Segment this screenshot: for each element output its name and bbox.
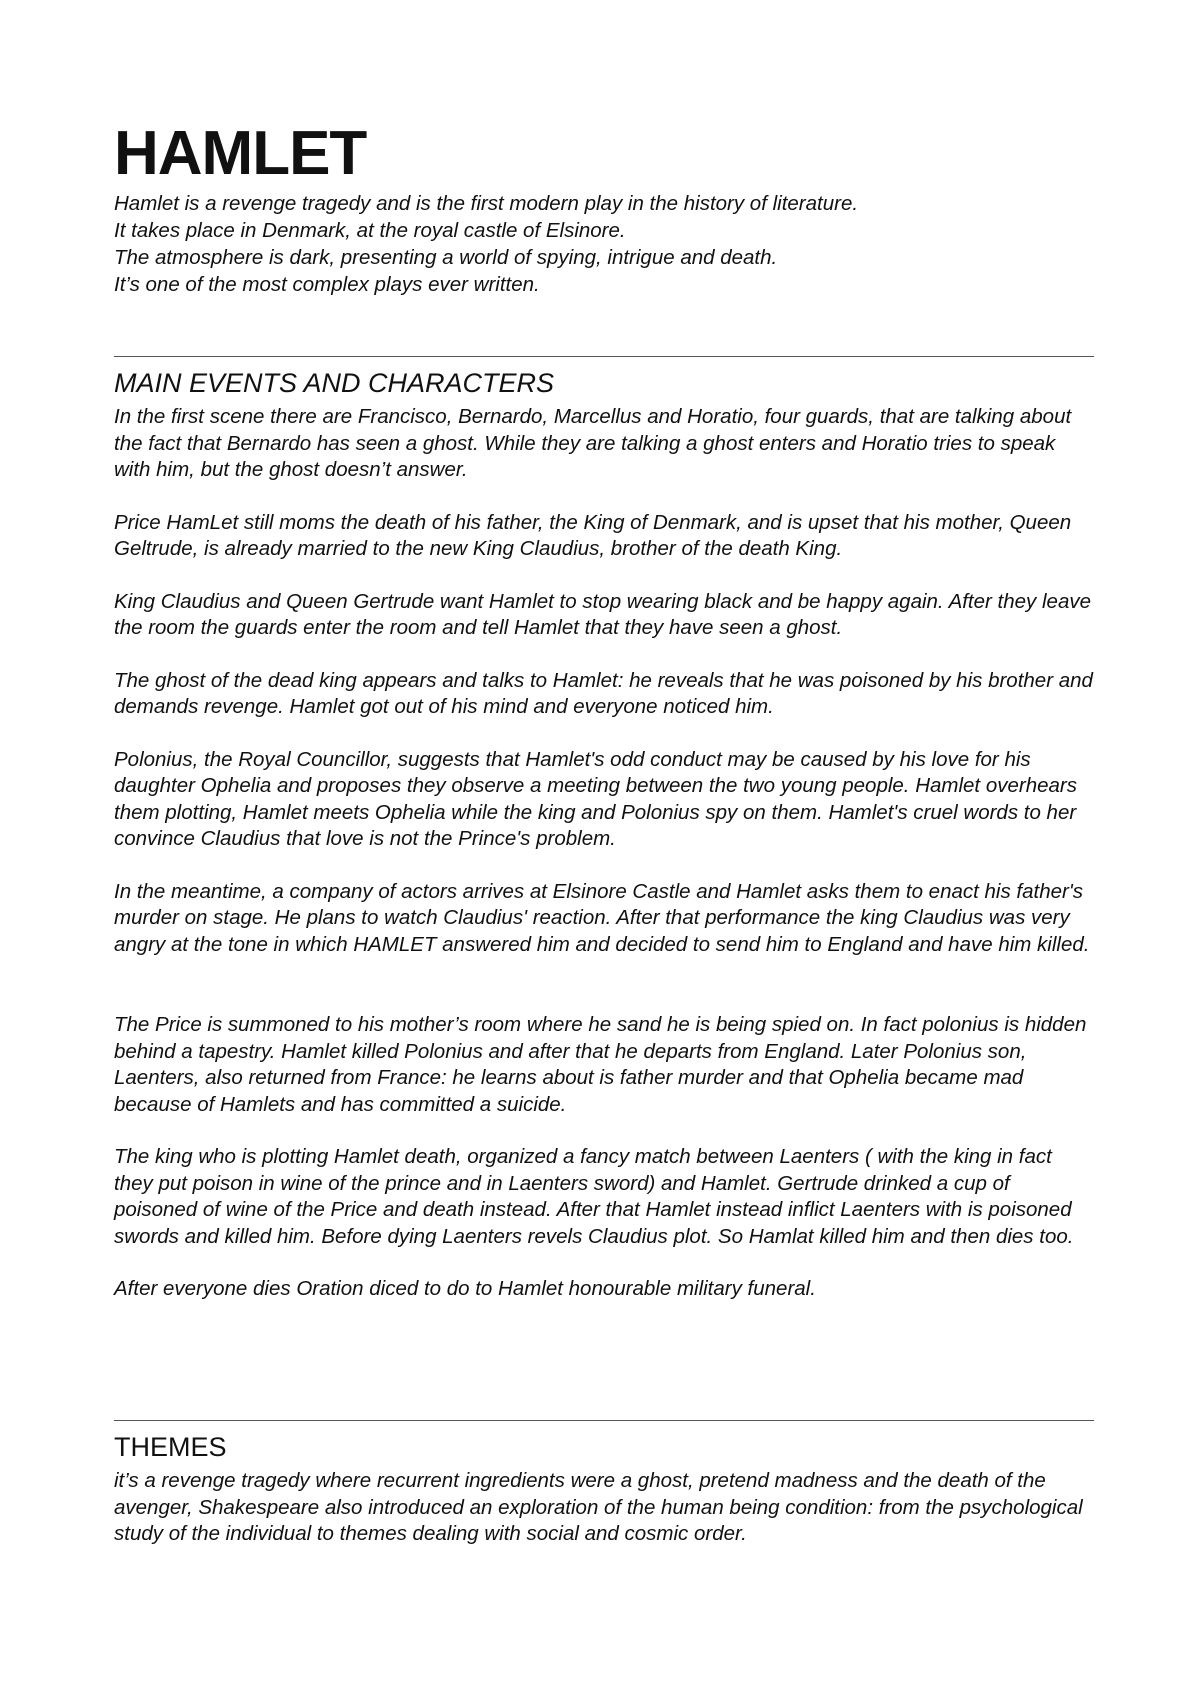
events-paragraph: In the first scene there are Francisco, Bernardo, Marcellus and Horatio, four guards, that are talking about the fact that Bernardo has seen a ghost. While they are talking a ghost enters and Horatio tries to speak with him, but the ghost doesn’t answer. (114, 405, 1072, 481)
events-paragraph: The Price is summoned to his mother’s room where he sand he is being spied on. In fact polonius is hidden behind a tapestry. Hamlet killed Polonius and after that he departs from England. Later Polonius son, Laenters, also returned from France: he learns about is father murder and that Ophelia became mad because of Hamlets and has committed a suicide. (114, 1013, 1087, 1116)
events-paragraph: The king who is plotting Hamlet death, organized a fancy match between Laenters ( with the king in fact they put poison in wine of the prince and in Laenters sword) and Hamlet. Gertrude drinked a cup of poisoned of wine of the Price and death instead. After that Hamlet instead inflict Laenters with is poisoned swords and killed him. Before dying Laenters revels Claudius plot. So Hamlat killed him and then dies too. (114, 1145, 1074, 1248)
intro-line: It’s one of the most complex plays ever written. (114, 273, 540, 296)
section-heading-themes: THEMES (114, 1432, 227, 1462)
section-heading-events: MAIN EVENTS AND CHARACTERS (114, 368, 555, 398)
intro-block (114, 190, 1094, 298)
themes-paragraph: it’s a revenge tragedy where recurrent ingredients were a ghost, pretend madness and the death of the avenger, Shakespeare also introduced an exploration of the human being condition: from the psychological study of the individual to themes dealing with social and cosmic order. (114, 1469, 1083, 1545)
intro-line: Hamlet is a revenge tragedy and is the first modern play in the history of literature. (114, 192, 859, 215)
events-paragraph: In the meantime, a company of actors arrives at Elsinore Castle and Hamlet asks them to enact his father's murder on stage. He plans to watch Claudius' reaction. After that performance the king Claudius was very angry at the tone in which HAMLET answered him and decided to send him to England and have him killed. (114, 879, 1090, 956)
events-paragraph: After everyone dies Oration diced to do to Hamlet honourable military funeral. (114, 1277, 816, 1300)
section-themes (114, 1420, 1094, 1574)
events-paragraph: The ghost of the dead king appears and talks to Hamlet: he reveals that he was poisoned by his brother and demands revenge. Hamlet got out of his mind and everyone noticed him. (114, 668, 1093, 718)
document-page (114, 118, 1094, 1545)
events-paragraph: King Claudius and Queen Gertrude want Hamlet to stop wearing black and be happy again. After they leave the room the guards enter the room and tell Hamlet that they have seen a ghost. (114, 589, 1092, 639)
events-paragraph: Price HamLet still moms the death of his father, the King of Denmark, and is upset that his mother, Queen Geltrude, is already married to the new King Claudius, brother of the death King. (114, 510, 1072, 560)
intro-line: The atmosphere is dark, presenting a world of spying, intrigue and death. (114, 246, 778, 269)
document-title: HAMLET (114, 119, 367, 188)
section-main-events (114, 356, 1094, 1329)
intro-line: It takes place in Denmark, at the royal castle of Elsinore. (114, 219, 626, 242)
events-paragraph: Polonius, the Royal Councillor, suggests that Hamlet's odd conduct may be caused by his love for his daughter Ophelia and proposes they observe a meeting between the two young people. Hamlet overhears them plotting, Hamlet meets Ophelia while the king and Polonius spy on them. Hamlet's cruel words to her convince Claudius that love is not the Prince's problem. (114, 747, 1077, 850)
